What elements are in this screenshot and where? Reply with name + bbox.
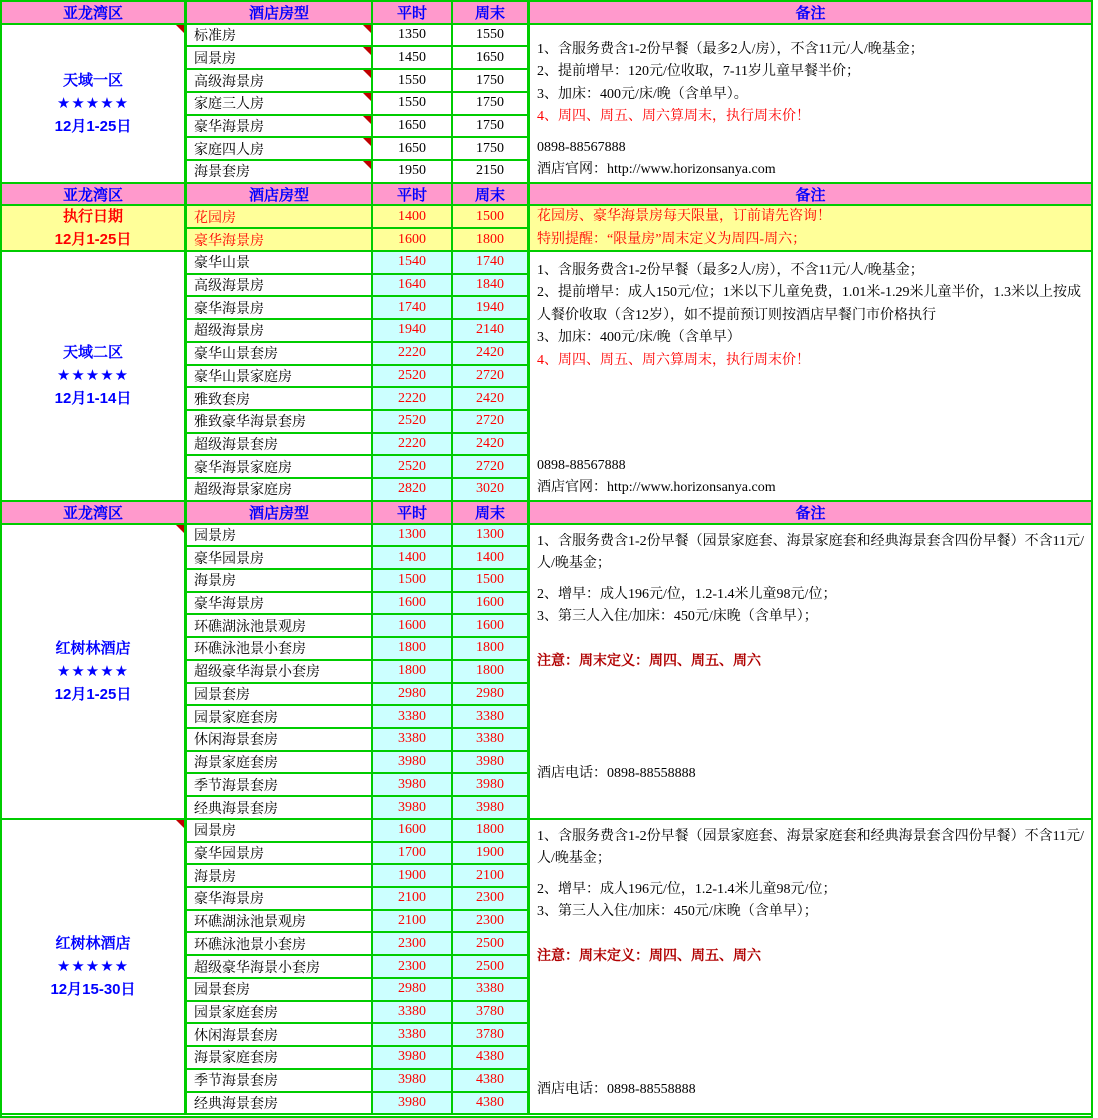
- room-name-cell[interactable]: 休闲海景套房: [187, 1024, 373, 1047]
- weekend-price-cell[interactable]: 1500: [453, 570, 530, 593]
- room-name-cell[interactable]: 家庭四人房: [187, 138, 373, 161]
- weekend-price-cell[interactable]: 2720: [453, 456, 530, 479]
- weekend-price-cell[interactable]: 1840: [453, 275, 530, 298]
- weekend-price-cell[interactable]: 3980: [453, 774, 530, 797]
- header-cell-region[interactable]: 亚龙湾区: [2, 2, 187, 25]
- room-name-cell[interactable]: 豪华海景家庭房: [187, 456, 373, 479]
- header-cell-notes[interactable]: 备注: [530, 502, 1091, 525]
- room-name-cell[interactable]: 园景家庭套房: [187, 1002, 373, 1025]
- region-name: 天域二区: [62, 344, 123, 362]
- weekday-price-cell[interactable]: 3980: [373, 1047, 453, 1070]
- room-name-cell[interactable]: 超级豪华海景小套房: [187, 661, 373, 684]
- weekend-price-cell[interactable]: 1600: [453, 593, 530, 616]
- room-name-cell[interactable]: 高级海景房: [187, 275, 373, 298]
- room-name-cell[interactable]: 园景套房: [187, 979, 373, 1002]
- header-cell-weekday[interactable]: 平时: [373, 502, 453, 525]
- comment-indicator-icon: [363, 138, 371, 146]
- room-name-cell[interactable]: 雅致套房: [187, 388, 373, 411]
- region-cell-mangrove-1[interactable]: [2, 525, 187, 820]
- weekend-price-cell[interactable]: 1800: [453, 661, 530, 684]
- weekday-price-cell[interactable]: 3380: [373, 729, 453, 752]
- header-cell-weekend[interactable]: 周末: [453, 502, 530, 525]
- header-cell-room-type[interactable]: 酒店房型: [187, 2, 373, 25]
- weekday-price-cell[interactable]: 2100: [373, 911, 453, 934]
- weekend-price-cell[interactable]: 4380: [453, 1047, 530, 1070]
- comment-indicator-icon: [363, 161, 371, 169]
- region-name: 红树林酒店: [55, 935, 131, 953]
- room-name-cell[interactable]: 海景房: [187, 570, 373, 593]
- note-line: 花园房、豪华海景房每天限量，订前请先咨询！: [537, 209, 831, 225]
- room-name-cell[interactable]: 园景房: [187, 820, 373, 843]
- weekday-price-cell[interactable]: 1800: [373, 638, 453, 661]
- weekday-price-cell[interactable]: 1900: [373, 865, 453, 888]
- region-dates: 12月1-14日: [54, 390, 132, 408]
- weekday-price-cell[interactable]: 3980: [373, 774, 453, 797]
- weekday-price-cell[interactable]: 2520: [373, 411, 453, 434]
- room-name-cell[interactable]: 环礁泳池景小套房: [187, 933, 373, 956]
- weekend-price-cell[interactable]: 2720: [453, 366, 530, 389]
- region-stars: ★★★★★: [56, 94, 130, 112]
- weekday-price-cell[interactable]: 3980: [373, 797, 453, 820]
- notes-cell-mangrove-2[interactable]: [530, 820, 1091, 1115]
- weekday-price-cell[interactable]: 2220: [373, 434, 453, 457]
- weekday-price-cell[interactable]: 2220: [373, 343, 453, 366]
- room-name-cell[interactable]: 环礁泳池景小套房: [187, 638, 373, 661]
- header-cell-weekend[interactable]: 周末: [453, 2, 530, 25]
- weekday-price-cell[interactable]: 1700: [373, 843, 453, 866]
- notes-cell-tianyu-2[interactable]: [530, 252, 1091, 502]
- weekday-price-cell[interactable]: 2820: [373, 479, 453, 502]
- header-cell-weekday[interactable]: 平时: [373, 2, 453, 25]
- weekend-price-cell[interactable]: 1740: [453, 252, 530, 275]
- room-name-cell[interactable]: 高级海景房: [187, 70, 373, 93]
- notes-cell-mangrove-1[interactable]: [530, 525, 1091, 820]
- weekend-price-cell[interactable]: 2500: [453, 933, 530, 956]
- room-name-cell[interactable]: 休闲海景套房: [187, 729, 373, 752]
- note-line: 2、增早：成人196元/位，1.2-1.4米儿童98元/位；: [537, 881, 837, 897]
- weekday-price-cell[interactable]: 1300: [373, 525, 453, 548]
- region-name: 红树林酒店: [55, 639, 131, 657]
- note-line: 3、第三人入住/加床：450元/床晚（含单早）；: [537, 904, 818, 920]
- region-name: 天域一区: [62, 71, 123, 89]
- room-name-cell[interactable]: 家庭三人房: [187, 93, 373, 116]
- note-line: 3、第三人入住/加床：450元/床晚（含单早）；: [537, 609, 818, 625]
- weekend-price-cell[interactable]: 3780: [453, 1002, 530, 1025]
- weekend-price-cell[interactable]: 2500: [453, 956, 530, 979]
- weekend-price-cell[interactable]: 1550: [453, 25, 530, 48]
- room-name-cell[interactable]: 豪华山景套房: [187, 343, 373, 366]
- weekend-price-cell[interactable]: 1600: [453, 615, 530, 638]
- room-name-cell[interactable]: 豪华园景房: [187, 843, 373, 866]
- weekend-price-cell[interactable]: 2420: [453, 434, 530, 457]
- weekend-price-cell[interactable]: 2420: [453, 343, 530, 366]
- comment-indicator-icon: [176, 25, 184, 33]
- weekend-price-cell[interactable]: 4380: [453, 1093, 530, 1116]
- weekend-price-cell[interactable]: 3020: [453, 479, 530, 502]
- hotel-website: 酒店官网：http://www.horizonsanya.com: [537, 480, 776, 496]
- header-cell-region[interactable]: 亚龙湾区: [2, 184, 187, 207]
- weekend-price-cell[interactable]: 3380: [453, 729, 530, 752]
- room-name-cell[interactable]: 海景家庭套房: [187, 752, 373, 775]
- room-name-cell[interactable]: 园景家庭套房: [187, 706, 373, 729]
- region-stars: ★★★★★: [56, 662, 130, 680]
- region-cell-limited[interactable]: [2, 206, 187, 251]
- region-cell-mangrove-2[interactable]: [2, 820, 187, 1115]
- comment-indicator-icon: [176, 525, 184, 533]
- note-line: 注意：周末定义：周四、周五、周六: [537, 948, 761, 964]
- weekend-price-cell[interactable]: 3380: [453, 979, 530, 1002]
- room-name-cell[interactable]: 豪华山景家庭房: [187, 366, 373, 389]
- weekend-price-cell[interactable]: 1800: [453, 820, 530, 843]
- room-name-cell[interactable]: 豪华海景房: [187, 297, 373, 320]
- room-name-cell[interactable]: 园景房: [187, 47, 373, 70]
- weekday-price-cell[interactable]: 1640: [373, 275, 453, 298]
- room-name-cell[interactable]: 经典海景套房: [187, 1093, 373, 1116]
- weekend-price-cell[interactable]: 1500: [453, 206, 530, 229]
- room-name-cell[interactable]: 超级海景套房: [187, 434, 373, 457]
- note-line: 4、周四、周五、周六算周末，执行周末价！: [537, 109, 810, 125]
- region-stars: ★★★★★: [56, 367, 130, 385]
- header-cell-room-type[interactable]: 酒店房型: [187, 502, 373, 525]
- weekday-price-cell[interactable]: 1550: [373, 70, 453, 93]
- weekday-price-cell[interactable]: 3380: [373, 1024, 453, 1047]
- weekday-price-cell[interactable]: 2980: [373, 684, 453, 707]
- note-line: 3、加床：400元/床/晚（含单早）。: [537, 86, 748, 102]
- comment-indicator-icon: [363, 25, 371, 33]
- weekend-price-cell[interactable]: 1750: [453, 93, 530, 116]
- weekday-price-cell[interactable]: 1500: [373, 570, 453, 593]
- weekend-price-cell[interactable]: 1800: [453, 638, 530, 661]
- weekday-price-cell[interactable]: 1350: [373, 25, 453, 48]
- weekend-price-cell[interactable]: 1750: [453, 70, 530, 93]
- room-name-cell[interactable]: 季节海景套房: [187, 1070, 373, 1093]
- hotel-phone: 0898-88567888: [537, 457, 626, 473]
- room-name-cell[interactable]: 花园房: [187, 206, 373, 229]
- weekday-price-cell[interactable]: 1600: [373, 820, 453, 843]
- note-line: 2、增早：成人196元/位，1.2-1.4米儿童98元/位；: [537, 586, 837, 602]
- contact-block: [537, 455, 1085, 500]
- room-name-cell[interactable]: 海景房: [187, 865, 373, 888]
- contact-block: [537, 137, 1085, 182]
- weekday-price-cell[interactable]: 1600: [373, 615, 453, 638]
- weekday-price-cell[interactable]: 1400: [373, 547, 453, 570]
- weekend-price-cell[interactable]: 1800: [453, 229, 530, 252]
- contact-block: [537, 763, 1085, 786]
- header-cell-weekend[interactable]: 周末: [453, 184, 530, 207]
- weekend-price-cell[interactable]: 2980: [453, 684, 530, 707]
- room-name-cell[interactable]: 豪华海景房: [187, 888, 373, 911]
- weekday-price-cell[interactable]: 1400: [373, 206, 453, 229]
- room-name-cell[interactable]: 标准房: [187, 25, 373, 48]
- weekday-price-cell[interactable]: 2520: [373, 456, 453, 479]
- weekday-price-cell[interactable]: 1550: [373, 93, 453, 116]
- weekday-price-cell[interactable]: 1540: [373, 252, 453, 275]
- weekday-price-cell[interactable]: 2300: [373, 933, 453, 956]
- note-line: 4、周四、周五、周六算周末，执行周末价！: [537, 352, 810, 368]
- hotel-phone: 酒店电话：0898-88558888: [537, 1081, 696, 1097]
- region-cell-tianyu-2[interactable]: [2, 252, 187, 502]
- weekend-price-cell[interactable]: 1400: [453, 547, 530, 570]
- region-name: 执行日期: [62, 208, 123, 226]
- weekday-price-cell[interactable]: 2300: [373, 956, 453, 979]
- weekend-price-cell[interactable]: 2420: [453, 388, 530, 411]
- weekend-price-cell[interactable]: 1750: [453, 116, 530, 139]
- room-name-cell[interactable]: 豪华海景房: [187, 229, 373, 252]
- note-line: 2、提前增早：成人150元/位；1米以下儿童免费，1.01米-1.29米儿童半价，1.3米以上按成人餐价收取（含12岁），如不提前预订则按酒店早餐门市价格执行: [537, 285, 1082, 323]
- room-name-cell[interactable]: 豪华海景房: [187, 116, 373, 139]
- weekend-price-cell[interactable]: 2140: [453, 320, 530, 343]
- weekday-price-cell[interactable]: 1600: [373, 229, 453, 252]
- room-name-cell[interactable]: 豪华山景: [187, 252, 373, 275]
- weekend-price-cell[interactable]: 1900: [453, 843, 530, 866]
- weekend-price-cell[interactable]: 2150: [453, 161, 530, 184]
- weekend-price-cell[interactable]: 2100: [453, 865, 530, 888]
- weekday-price-cell[interactable]: 2220: [373, 388, 453, 411]
- header-cell-notes[interactable]: 备注: [530, 2, 1091, 25]
- weekday-price-cell[interactable]: 3380: [373, 1002, 453, 1025]
- weekend-price-cell[interactable]: 2300: [453, 911, 530, 934]
- note-line: 1、含服务费含1-2份早餐（最多2人/房），不含11元/人/晚基金；: [537, 262, 924, 278]
- weekend-price-cell[interactable]: 3980: [453, 797, 530, 820]
- room-name-cell[interactable]: 豪华海景房: [187, 593, 373, 616]
- room-name-cell[interactable]: 超级海景家庭房: [187, 479, 373, 502]
- room-name-cell[interactable]: 经典海景套房: [187, 797, 373, 820]
- notes-cell-tianyu-1[interactable]: [530, 25, 1091, 184]
- weekend-price-cell[interactable]: 3980: [453, 752, 530, 775]
- hotel-website: 酒店官网：http://www.horizonsanya.com: [537, 162, 776, 178]
- weekend-price-cell[interactable]: 3380: [453, 706, 530, 729]
- weekday-price-cell[interactable]: 3980: [373, 1070, 453, 1093]
- room-name-cell[interactable]: 环礁湖泳池景观房: [187, 615, 373, 638]
- note-line: 1、含服务费含1-2份早餐（园景家庭套、海景家庭套和经典海景套含四份早餐）不含11元/人/晚基金；: [537, 828, 1085, 867]
- region-cell-tianyu-1[interactable]: [2, 25, 187, 184]
- weekday-price-cell[interactable]: 3380: [373, 706, 453, 729]
- header-cell-region[interactable]: 亚龙湾区: [2, 502, 187, 525]
- room-name-cell[interactable]: 超级豪华海景小套房: [187, 956, 373, 979]
- weekday-price-cell[interactable]: 1950: [373, 161, 453, 184]
- weekend-price-cell[interactable]: 1300: [453, 525, 530, 548]
- room-name-cell[interactable]: 海景套房: [187, 161, 373, 184]
- weekday-price-cell[interactable]: 1940: [373, 320, 453, 343]
- weekday-price-cell[interactable]: 3980: [373, 1093, 453, 1116]
- room-name-cell[interactable]: 季节海景套房: [187, 774, 373, 797]
- comment-indicator-icon: [363, 116, 371, 124]
- note-line: 特别提醒：“限量房”周末定义为周四-周六；: [537, 231, 807, 247]
- comment-indicator-icon: [363, 93, 371, 101]
- room-name-cell[interactable]: 雅致豪华海景套房: [187, 411, 373, 434]
- weekend-price-cell[interactable]: 1750: [453, 138, 530, 161]
- notes-cell-limited[interactable]: [530, 206, 1091, 251]
- note-line: 注意：周末定义：周四、周五、周六: [537, 653, 761, 669]
- note-line: 1、含服务费含1-2份早餐（最多2人/房），不含11元/人/晚基金；: [537, 41, 924, 57]
- comment-indicator-icon: [363, 70, 371, 78]
- weekday-price-cell[interactable]: 1650: [373, 138, 453, 161]
- note-line: 1、含服务费含1-2份早餐（园景家庭套、海景家庭套和经典海景套含四份早餐）不含11元/人/晚基金；: [537, 533, 1085, 572]
- weekend-price-cell[interactable]: 2300: [453, 888, 530, 911]
- hotel-phone: 0898-88567888: [537, 139, 626, 155]
- weekday-price-cell[interactable]: 2520: [373, 366, 453, 389]
- comment-indicator-icon: [363, 47, 371, 55]
- weekend-price-cell[interactable]: 1650: [453, 47, 530, 70]
- weekday-price-cell[interactable]: 1600: [373, 593, 453, 616]
- weekend-price-cell[interactable]: 2720: [453, 411, 530, 434]
- header-cell-room-type[interactable]: 酒店房型: [187, 184, 373, 207]
- weekend-price-cell[interactable]: 3780: [453, 1024, 530, 1047]
- weekday-price-cell[interactable]: 2100: [373, 888, 453, 911]
- contact-block: [537, 1079, 1085, 1102]
- weekend-price-cell[interactable]: 1940: [453, 297, 530, 320]
- weekday-price-cell[interactable]: 1740: [373, 297, 453, 320]
- weekend-price-cell[interactable]: 4380: [453, 1070, 530, 1093]
- hotel-phone: 酒店电话：0898-88558888: [537, 766, 696, 782]
- comment-indicator-icon: [176, 820, 184, 828]
- header-cell-weekday[interactable]: 平时: [373, 184, 453, 207]
- weekday-price-cell[interactable]: 3980: [373, 752, 453, 775]
- note-line: 2、提前增早：120元/位收取，7-11岁儿童早餐半价；: [537, 64, 861, 80]
- weekday-price-cell[interactable]: 1450: [373, 47, 453, 70]
- weekday-price-cell[interactable]: 1650: [373, 116, 453, 139]
- room-name-cell[interactable]: 园景房: [187, 525, 373, 548]
- header-cell-notes[interactable]: 备注: [530, 184, 1091, 207]
- region-stars: ★★★★★: [56, 958, 130, 976]
- room-name-cell[interactable]: 超级海景房: [187, 320, 373, 343]
- region-dates: 12月1-25日: [54, 117, 132, 135]
- weekday-price-cell[interactable]: 2980: [373, 979, 453, 1002]
- region-dates: 12月15-30日: [50, 981, 136, 999]
- room-name-cell[interactable]: 海景家庭套房: [187, 1047, 373, 1070]
- weekday-price-cell[interactable]: 1800: [373, 661, 453, 684]
- room-name-cell[interactable]: 环礁湖泳池景观房: [187, 911, 373, 934]
- region-dates: 12月1-25日: [54, 231, 132, 249]
- region-dates: 12月1-25日: [54, 685, 132, 703]
- room-name-cell[interactable]: 园景套房: [187, 684, 373, 707]
- room-name-cell[interactable]: 豪华园景房: [187, 547, 373, 570]
- note-line: 3、加床：400元/床/晚（含单早）: [537, 330, 741, 346]
